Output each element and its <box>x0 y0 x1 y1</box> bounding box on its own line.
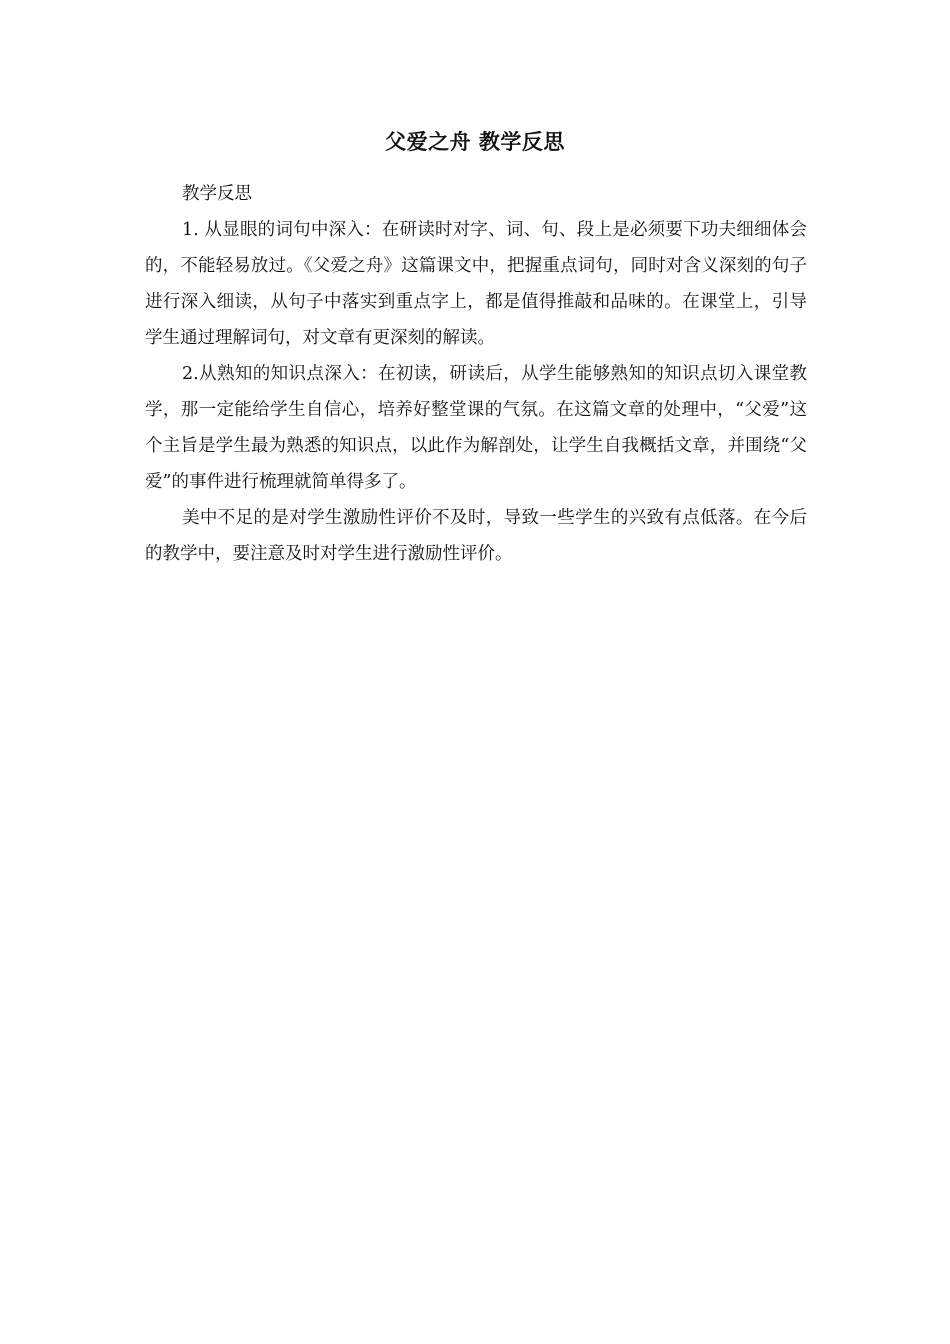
paragraph-heading: 教学反思 <box>182 184 252 204</box>
paragraph-conclusion: 美中不足的是对学生激励性评价不及时，导致一些学生的兴致有点低落。在今后的教学中，要注意及时对学生进行激励性评价。 <box>145 508 807 564</box>
document-body <box>145 176 807 572</box>
paragraph-point-2: 2.从熟知的知识点深入：在初读，研读后，从学生能够熟知的知识点切入课堂教学，那一定能给学生自信心，培养好整堂课的气氛。在这篇文章的处理中，“父爱”这个主旨是学生最为熟悉的知识点，以此作为解剖处，让学生自我概括文章，并围绕“父爱”的事件进行梳理就简单得多了。 <box>145 364 807 492</box>
document-title: 父爱之舟 教学反思 <box>385 129 565 154</box>
paragraph-point-1: 1. 从显眼的词句中深入：在研读时对字、词、句、段上是必须要下功夫细细体会的，不能轻易放过。《父爱之舟》这篇课文中，把握重点词句，同时对含义深刻的句子进行深入细读，从句子中落实到重点字上，都是值得推敲和品味的。在课堂上，引导学生通过理解词句，对文章有更深刻的解读。 <box>145 220 807 348</box>
